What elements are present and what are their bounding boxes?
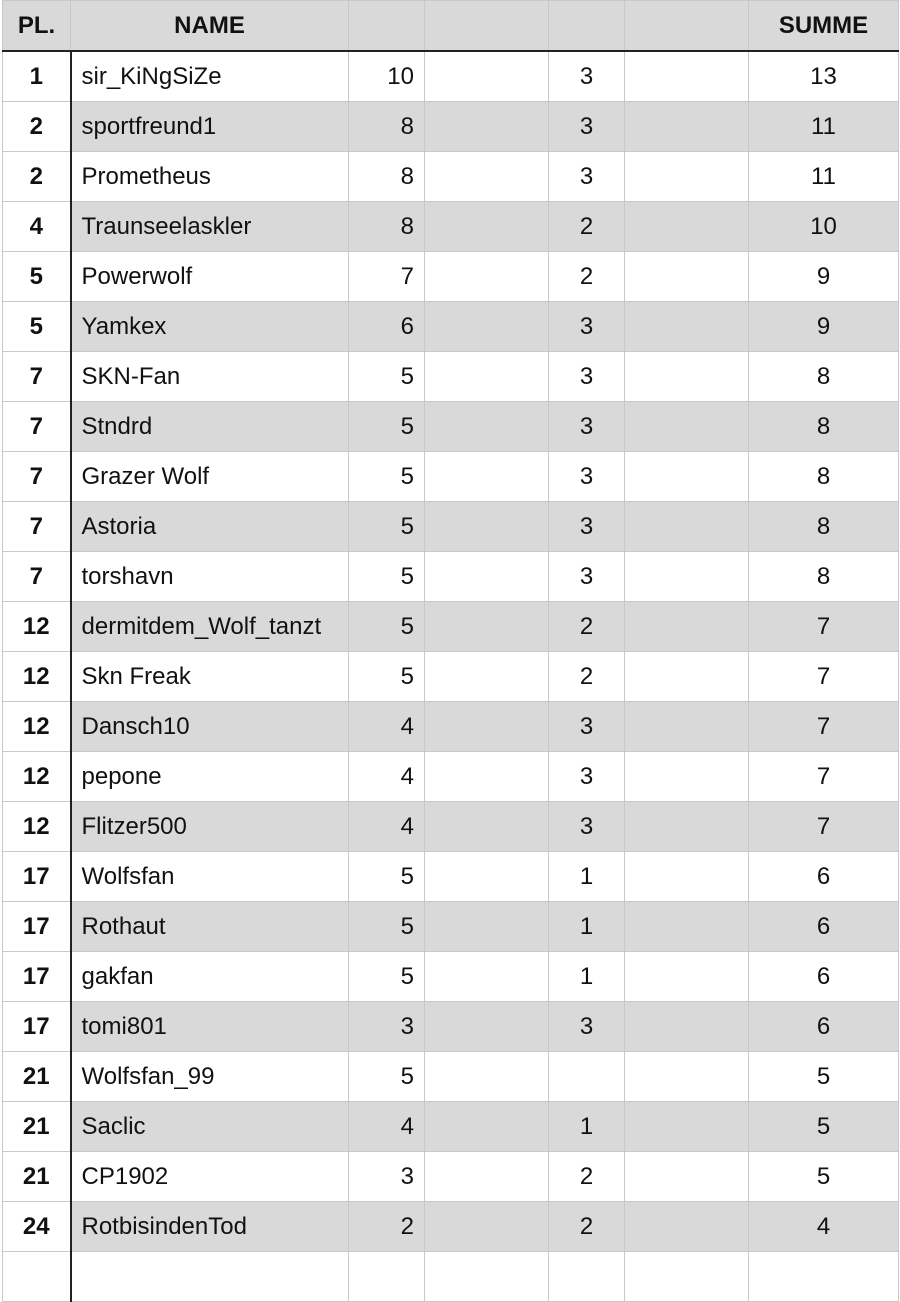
sum-cell[interactable]: 8 [749,352,899,402]
sum-cell[interactable]: 8 [749,502,899,552]
empty-cell[interactable] [625,1002,749,1052]
points-b-cell[interactable]: 2 [549,1152,625,1202]
name-cell[interactable]: Astoria [71,502,349,552]
empty-cell[interactable] [625,1052,749,1102]
name-cell[interactable]: Powerwolf [71,252,349,302]
name-cell[interactable]: Wolfsfan [71,852,349,902]
empty-cell[interactable] [425,252,549,302]
place-cell[interactable]: 7 [3,452,71,502]
empty-cell[interactable] [625,402,749,452]
points-b-cell[interactable]: 3 [549,51,625,102]
sum-cell[interactable]: 5 [749,1152,899,1202]
table-row [3,51,899,102]
empty-cell[interactable] [425,852,549,902]
empty-cell[interactable] [425,902,549,952]
empty-cell[interactable] [425,552,549,602]
points-a-cell[interactable]: 2 [349,1202,425,1252]
empty-cell[interactable] [425,1102,549,1152]
sum-cell[interactable]: 6 [749,1002,899,1052]
name-cell[interactable]: pepone [71,752,349,802]
sum-cell[interactable]: 9 [749,302,899,352]
empty-cell[interactable] [425,202,549,252]
table-row [3,1002,899,1052]
name-cell[interactable]: dermitdem_Wolf_tanzt [71,602,349,652]
points-a-cell[interactable]: 5 [349,602,425,652]
points-a-cell[interactable]: 4 [349,1102,425,1152]
name-cell[interactable]: gakfan [71,952,349,1002]
empty-cell[interactable] [625,702,749,752]
empty-cell[interactable] [625,51,749,102]
points-a-cell[interactable]: 8 [349,102,425,152]
empty-cell[interactable] [425,51,549,102]
empty-cell[interactable] [425,702,549,752]
place-cell[interactable]: 21 [3,1152,71,1202]
empty-cell[interactable] [425,802,549,852]
empty-cell[interactable] [625,352,749,402]
empty-cell[interactable] [625,1252,749,1302]
place-cell[interactable]: 17 [3,902,71,952]
sum-cell[interactable]: 7 [749,802,899,852]
table-row [3,1152,899,1202]
name-cell[interactable]: Saclic [71,1102,349,1152]
points-a-cell[interactable]: 4 [349,802,425,852]
empty-cell[interactable] [425,1152,549,1202]
sum-cell[interactable]: 9 [749,252,899,302]
points-a-cell[interactable]: 5 [349,1052,425,1102]
place-cell[interactable]: 7 [3,352,71,402]
points-a-cell[interactable]: 6 [349,302,425,352]
place-cell[interactable]: 2 [3,152,71,202]
table-row [3,202,899,252]
header-place[interactable]: PL. [3,1,71,52]
place-cell[interactable]: 7 [3,552,71,602]
points-a-cell[interactable] [349,1252,425,1302]
points-b-cell[interactable]: 2 [549,1202,625,1252]
sum-cell[interactable]: 5 [749,1052,899,1102]
place-cell[interactable]: 12 [3,702,71,752]
place-cell[interactable] [3,1252,71,1302]
place-cell[interactable]: 17 [3,852,71,902]
table-row [3,952,899,1002]
points-b-cell[interactable]: 3 [549,552,625,602]
table-row [3,1202,899,1252]
sum-cell[interactable]: 8 [749,552,899,602]
points-a-cell[interactable]: 5 [349,902,425,952]
points-b-cell[interactable]: 2 [549,202,625,252]
empty-cell[interactable] [625,252,749,302]
sum-cell[interactable]: 7 [749,702,899,752]
points-a-cell[interactable]: 4 [349,752,425,802]
sum-cell[interactable]: 11 [749,102,899,152]
points-b-cell[interactable]: 3 [549,402,625,452]
points-a-cell[interactable]: 5 [349,652,425,702]
points-a-cell[interactable]: 4 [349,702,425,752]
points-b-cell[interactable]: 3 [549,802,625,852]
empty-cell[interactable] [425,1202,549,1252]
points-a-cell[interactable]: 8 [349,152,425,202]
empty-cell[interactable] [625,602,749,652]
empty-cell[interactable] [425,602,549,652]
table-row [3,502,899,552]
points-a-cell[interactable]: 7 [349,252,425,302]
sum-cell[interactable]: 7 [749,752,899,802]
name-cell[interactable]: SKN-Fan [71,352,349,402]
sum-cell[interactable]: 7 [749,602,899,652]
points-b-cell[interactable]: 3 [549,102,625,152]
empty-cell[interactable] [425,1052,549,1102]
sum-cell[interactable]: 6 [749,902,899,952]
sum-cell[interactable]: 11 [749,152,899,202]
table-row [3,402,899,452]
sum-cell[interactable] [749,1252,899,1302]
table-row [3,552,899,602]
table-row [3,902,899,952]
points-b-cell[interactable]: 3 [549,752,625,802]
empty-cell[interactable] [625,102,749,152]
table-row [3,302,899,352]
table-body [3,51,899,1302]
points-b-cell[interactable]: 1 [549,1102,625,1152]
sum-cell[interactable]: 13 [749,51,899,102]
sum-cell[interactable]: 6 [749,952,899,1002]
points-b-cell[interactable]: 1 [549,952,625,1002]
empty-cell[interactable] [625,452,749,502]
points-a-cell[interactable]: 10 [349,51,425,102]
empty-cell[interactable] [625,302,749,352]
table-row [3,852,899,902]
points-b-cell[interactable]: 2 [549,602,625,652]
points-a-cell[interactable]: 3 [349,1152,425,1202]
sum-cell[interactable]: 7 [749,652,899,702]
empty-cell[interactable] [425,452,549,502]
points-a-cell[interactable]: 3 [349,1002,425,1052]
empty-cell[interactable] [425,1002,549,1052]
name-cell[interactable]: Traunseelaskler [71,202,349,252]
header-col6[interactable] [625,1,749,52]
points-a-cell[interactable]: 5 [349,952,425,1002]
name-cell[interactable]: Prometheus [71,152,349,202]
place-cell[interactable]: 7 [3,502,71,552]
empty-cell[interactable] [625,202,749,252]
empty-cell[interactable] [625,502,749,552]
points-b-cell[interactable]: 2 [549,252,625,302]
sum-cell[interactable]: 5 [749,1102,899,1152]
points-a-cell[interactable]: 5 [349,452,425,502]
table-row [3,1102,899,1152]
header-col4[interactable] [425,1,549,52]
sum-cell[interactable]: 8 [749,452,899,502]
place-cell[interactable]: 21 [3,1102,71,1152]
empty-cell[interactable] [625,852,749,902]
empty-cell[interactable] [425,302,549,352]
empty-cell[interactable] [625,802,749,852]
empty-cell[interactable] [625,952,749,1002]
points-a-cell[interactable]: 5 [349,552,425,602]
name-cell[interactable]: Flitzer500 [71,802,349,852]
points-b-cell[interactable]: 1 [549,852,625,902]
table-row [3,152,899,202]
empty-cell[interactable] [425,502,549,552]
points-a-cell[interactable]: 5 [349,352,425,402]
table-row [3,252,899,302]
place-cell[interactable]: 5 [3,302,71,352]
header-name[interactable]: NAME [71,1,349,52]
table-row [3,352,899,402]
points-b-cell[interactable]: 1 [549,902,625,952]
table-row [3,702,899,752]
place-cell[interactable]: 7 [3,402,71,452]
points-b-cell[interactable]: 3 [549,452,625,502]
table-row [3,1252,899,1302]
header-sum[interactable]: SUMME [749,1,899,52]
empty-cell[interactable] [425,652,549,702]
name-cell[interactable]: Grazer Wolf [71,452,349,502]
place-cell[interactable]: 4 [3,202,71,252]
table-row [3,1052,899,1102]
empty-cell[interactable] [625,752,749,802]
place-cell[interactable]: 21 [3,1052,71,1102]
empty-cell[interactable] [625,152,749,202]
name-cell[interactable]: Skn Freak [71,652,349,702]
header-col3[interactable] [349,1,425,52]
empty-cell[interactable] [425,1252,549,1302]
place-cell[interactable]: 17 [3,952,71,1002]
points-b-cell[interactable]: 3 [549,702,625,752]
name-cell[interactable] [71,1252,349,1302]
points-a-cell[interactable]: 5 [349,402,425,452]
place-cell[interactable]: 12 [3,752,71,802]
empty-cell[interactable] [425,952,549,1002]
empty-cell[interactable] [625,1152,749,1202]
name-cell[interactable]: CP1902 [71,1152,349,1202]
table-row [3,102,899,152]
table-row [3,752,899,802]
name-cell[interactable]: Stndrd [71,402,349,452]
header-col5[interactable] [549,1,625,52]
points-a-cell[interactable]: 5 [349,852,425,902]
points-b-cell[interactable]: 3 [549,352,625,402]
place-cell[interactable]: 2 [3,102,71,152]
points-b-cell[interactable]: 2 [549,652,625,702]
place-cell[interactable]: 17 [3,1002,71,1052]
table-row [3,452,899,502]
points-b-cell[interactable]: 3 [549,1002,625,1052]
name-cell[interactable]: Yamkex [71,302,349,352]
place-cell[interactable]: 1 [3,51,71,102]
points-b-cell[interactable] [549,1052,625,1102]
empty-cell[interactable] [625,652,749,702]
points-a-cell[interactable]: 5 [349,502,425,552]
name-cell[interactable]: RotbisindenTod [71,1202,349,1252]
empty-cell[interactable] [425,402,549,452]
sum-cell[interactable]: 10 [749,202,899,252]
name-cell[interactable]: tomi801 [71,1002,349,1052]
points-a-cell[interactable]: 8 [349,202,425,252]
name-cell[interactable]: sportfreund1 [71,102,349,152]
name-cell[interactable]: Rothaut [71,902,349,952]
name-cell[interactable]: Wolfsfan_99 [71,1052,349,1102]
points-b-cell[interactable] [549,1252,625,1302]
empty-cell[interactable] [425,102,549,152]
header-row [3,1,899,52]
name-cell[interactable]: Dansch10 [71,702,349,752]
place-cell[interactable]: 12 [3,652,71,702]
points-b-cell[interactable]: 3 [549,302,625,352]
place-cell[interactable]: 5 [3,252,71,302]
empty-cell[interactable] [425,752,549,802]
place-cell[interactable]: 12 [3,602,71,652]
sum-cell[interactable]: 6 [749,852,899,902]
empty-cell[interactable] [425,152,549,202]
empty-cell[interactable] [425,352,549,402]
table-row [3,602,899,652]
name-cell[interactable]: torshavn [71,552,349,602]
name-cell[interactable]: sir_KiNgSiZe [71,51,349,102]
empty-cell[interactable] [625,552,749,602]
standings-table [2,0,899,1302]
table-row [3,652,899,702]
sum-cell[interactable]: 8 [749,402,899,452]
place-cell[interactable]: 24 [3,1202,71,1252]
sum-cell[interactable]: 4 [749,1202,899,1252]
empty-cell[interactable] [625,1102,749,1152]
place-cell[interactable]: 12 [3,802,71,852]
empty-cell[interactable] [625,902,749,952]
points-b-cell[interactable]: 3 [549,502,625,552]
table-row [3,802,899,852]
points-b-cell[interactable]: 3 [549,152,625,202]
empty-cell[interactable] [625,1202,749,1252]
